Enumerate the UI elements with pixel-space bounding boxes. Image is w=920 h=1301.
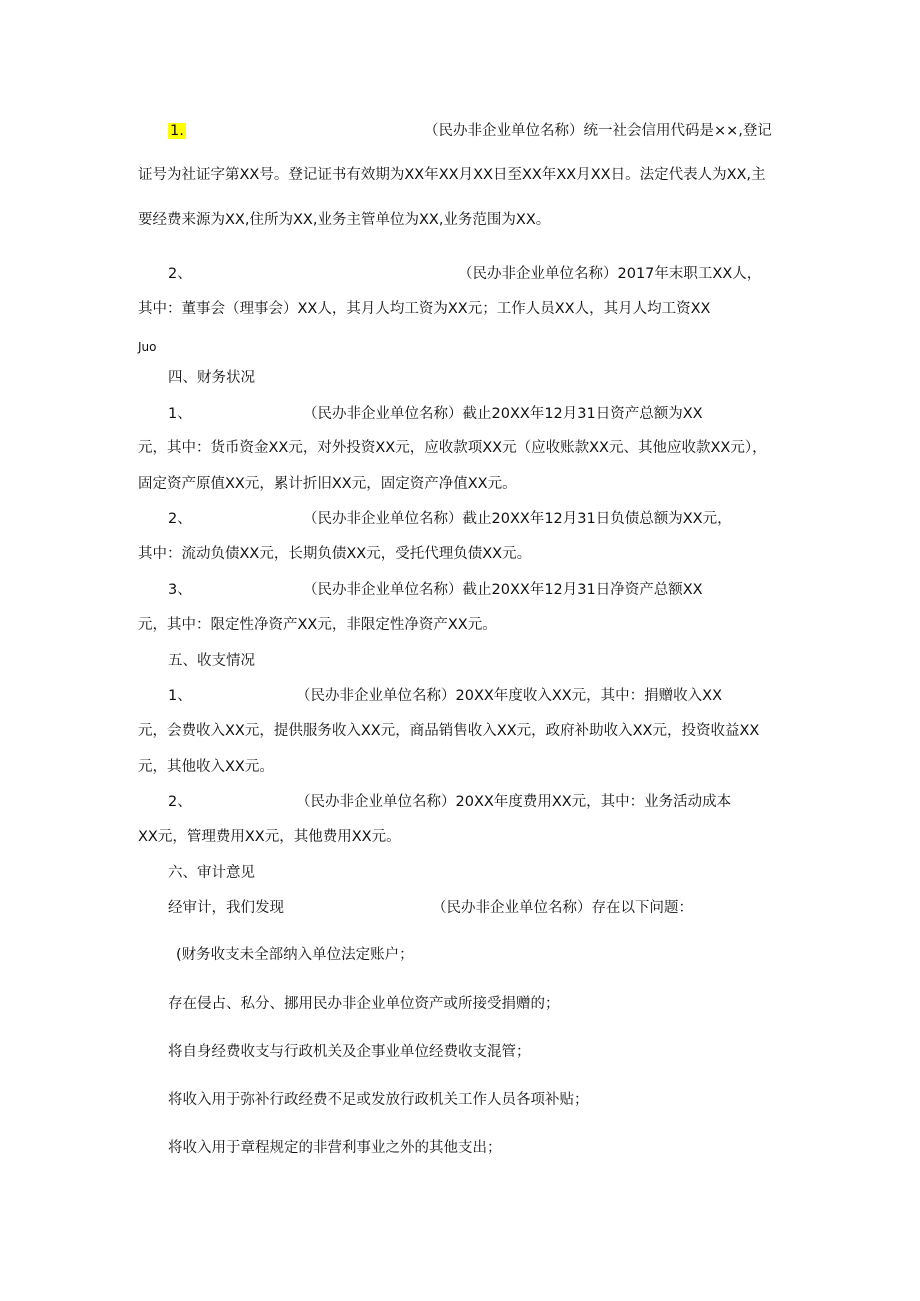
paragraph-text: （民办非企业单位名称）截止20XX年12月31日负债总额为XX元， <box>303 511 732 527</box>
paragraph-number: 2、 <box>168 266 192 282</box>
section-heading: 五、收支情况 <box>168 653 255 669</box>
paragraph-text: （民办非企业单位名称）存在以下问题： <box>432 900 693 916</box>
paragraph-number: 2、 <box>168 794 192 810</box>
list-item: 将收入用于章程规定的非营利事业之外的其他支出； <box>168 1140 502 1156</box>
section-heading: 六、审计意见 <box>168 865 255 881</box>
paragraph-text: （民办非企业单位名称）截止20XX年12月31日资产总额为XX <box>303 406 703 422</box>
paragraph-text: 要经费来源为XX,住所为XX,业务主管单位为XX,业务范围为XX。 <box>138 212 551 228</box>
paragraph-text: （民办非企业单位名称）截止20XX年12月31日净资产总额XX <box>303 582 703 598</box>
section-heading: 四、财务状况 <box>168 370 255 386</box>
paragraph-text: （民办非企业单位名称）统一社会信用代码是××,登记 <box>424 123 772 139</box>
paragraph-text: （民办非企业单位名称）20XX年度收入XX元，其中：捐赠收入XX <box>296 688 723 704</box>
list-item: 将自身经费收支与行政机关及企事业单位经费收支混管； <box>168 1044 531 1060</box>
paragraph-text: 其中：流动负债XX元，长期负债XX元，受托代理负债XX元。 <box>138 546 532 562</box>
paragraph-text: 其中：董事会（理事会）XX人，其月人均工资为XX元；工作人员XX人，其月人均工资XX <box>138 301 711 317</box>
paragraph-text: 元，其中：限定性净资产XX元，非限定性净资产XX元。 <box>138 617 497 633</box>
paragraph-text: 经审计，我们发现 <box>168 900 284 916</box>
list-item: (财务收支未全部纳入单位法定账户； <box>176 947 414 963</box>
list-item: 存在侵占、私分、挪用民办非企业单位资产或所接受捐赠的； <box>168 996 560 1012</box>
highlighted-number: 1. <box>170 123 184 139</box>
paragraph-number <box>168 121 186 141</box>
paragraph-number: 1、 <box>168 688 192 704</box>
paragraph-text: （民办非企业单位名称）20XX年度费用XX元，其中：业务活动成本 <box>296 794 732 810</box>
paragraph-text: 元，会费收入XX元，提供服务收入XX元，商品销售收入XX元，政府补助收入XX元，投资收益XX <box>138 723 760 739</box>
paragraph-text: 固定资产原值XX元，累计折旧XX元，固定资产净值XX元。 <box>138 476 517 492</box>
paragraph-text: XX元，管理费用XX元，其他费用XX元。 <box>138 829 401 845</box>
paragraph-text: Juo <box>138 340 157 354</box>
paragraph-number: 3、 <box>168 582 192 598</box>
paragraph-text: 元，其他收入XX元。 <box>138 759 274 775</box>
paragraph-text: 证号为社证字第XX号。登记证书有效期为XX年XX月XX日至XX年XX月XX日。法定代表人为XX,主 <box>138 167 766 183</box>
paragraph-number: 2、 <box>168 511 192 527</box>
paragraph-number: 1、 <box>168 406 192 422</box>
paragraph-text: （民办非企业单位名称）2017年末职工XX人， <box>458 266 762 282</box>
list-item: 将收入用于弥补行政经费不足或发放行政机关工作人员各项补贴； <box>168 1092 589 1108</box>
paragraph-text: 元，其中：货币资金XX元，对外投资XX元，应收款项XX元（应收账款XX元、其他应收款XX元）， <box>138 440 767 456</box>
